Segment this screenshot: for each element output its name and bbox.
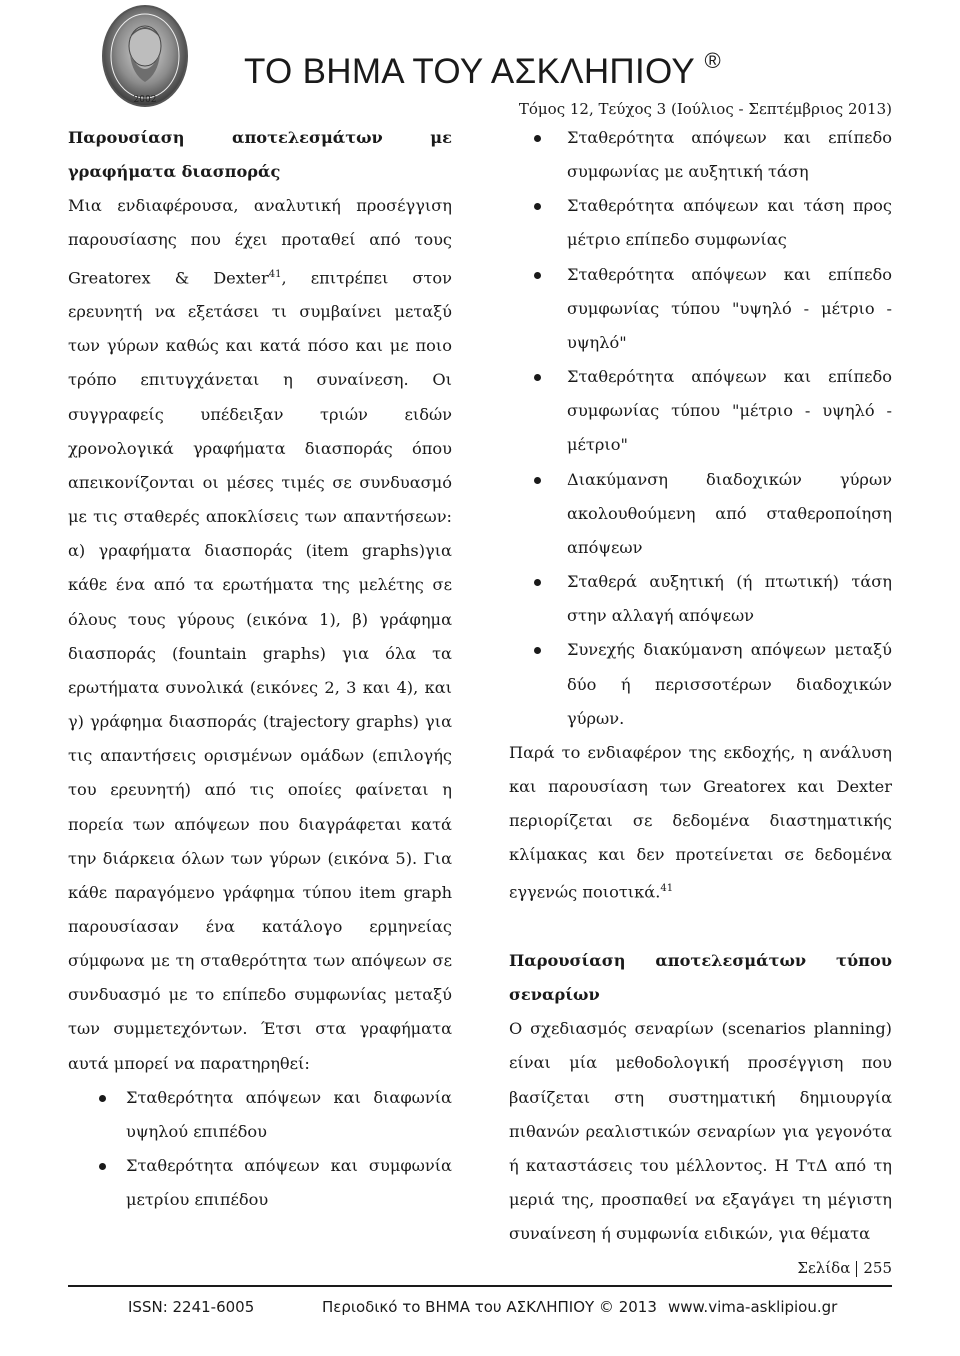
bullet-icon (534, 374, 541, 381)
list-item-text: Σταθερότητα απόψεων και τάση προς μέτριο επίπεδο συμφωνίας (567, 196, 892, 250)
footer-divider (68, 1285, 892, 1287)
paragraph-text: Παρά το ενδιαφέρον της εκδοχής, η ανάλυση και παρουσίαση των Greatorex και Dexter περιορίζεται σε δεδομένα διαστηματικής κλίμακας και δεν προτείνεται σε δεδομένα εγγενώς ποιοτικά. (509, 742, 892, 902)
page-label: Σελίδα (797, 1259, 851, 1277)
list-item-text: Συνεχής διακύμανση απόψεων μεταξύ δύο ή περισσοτέρων διαδοχικών γύρων. (567, 640, 892, 728)
list-item (509, 633, 892, 735)
list-item (68, 1081, 452, 1149)
list-item (509, 121, 892, 189)
journal-title (244, 48, 721, 92)
list-item (68, 1149, 452, 1217)
footer-issn: ISSN: 2241-6005 (128, 1298, 255, 1316)
scenarios-paragraph: Ο σχεδιασμός σεναρίων (scenarios planning) είναι μία μεθοδολογική προσέγγιση που βασίζεται στη συστηματική δημιουργία πιθανών ρεαλιστικών σεναρίων για γεγονότα ή καταστάσεις του μέλλοντος. Η ΤτΔ από τη μεριά της, προσπαθεί να εξαγάγει τη μέγιστη συναίνεση ή συμφωνία ειδικών, για θέματα (509, 1019, 892, 1244)
right-bullet-list (509, 121, 892, 736)
greatorex-dexter-paragraph (509, 736, 892, 910)
list-item-text: Σταθερότητα απόψεων και συμφωνία μετρίου επιπέδου (126, 1156, 452, 1210)
bullet-icon (534, 272, 541, 279)
section-heading-scatter-graphs: Παρουσίαση αποτελεσμάτων με γραφήματα διασποράς (68, 128, 452, 182)
paragraph-text-part2: , επιτρέπει στον ερευνητή να εξετάσει τι συμβαίνει μεταξύ των γύρων καθώς και κατά πόσο και με ποιο τρόπο επιτυγχάνεται η συναίνεση. Οι συγγραφείς υπέδειξαν τριών ειδών χρονολογικά γραφήματα διασποράς όπου απεικονίζονται οι μέσες τιμές σε συνδυασμό με τις σταθερές αποκλίσεις των απαντήσεων: α) γραφήματα διασποράς (item graphs)για κάθε ένα από τα ερωτήματα της μελέτης σε όλους τους γύρους (εικόνα 1), β) γράφημα διασποράς (fountain graphs) για όλα τα ερωτήματα συνολικά (εικόνες 2, 3 και 4), και γ) γράφημα διασποράς (trajectory graphs) για τις απαντήσεις ορισμένων ομάδων (επιλογής του ερευνητή) από τις οποίες φαίνεται η πορεία των απόψεων που διαγράφεται κατά την διάρκεια όλων των γύρων (εικόνα 5). Για κάθε παραγόμενο γράφημα τύπου item graph παρουσίασαν ένα κατάλογο ερμηνείας σύμφωνα με τη σταθερότητα των απόψεων σε συνδυασμό με το επίπεδο συμφωνίας μεταξύ των συμμετεχόντων. Έτσι στα γραφήματα αυτά μπορεί να παρατηρηθεί: (68, 268, 452, 1073)
paragraph-spacer (509, 910, 892, 944)
section-heading-scenarios: Παρουσίαση αποτελεσμάτων τύπου σεναρίων (509, 950, 892, 1005)
issue-info: Τόμος 12, Τεύχος 3 (Ιούλιος - Σεπτέμβριος 2013) (518, 100, 892, 118)
left-column (68, 121, 452, 1217)
page-number (797, 1259, 892, 1277)
list-item-text: Σταθερότητα απόψεων και επίπεδο συμφωνίας με αυξητική τάση (567, 128, 892, 182)
scatter-graphs-paragraph (68, 189, 452, 1080)
bullet-icon (534, 135, 541, 142)
right-column (509, 121, 892, 1251)
list-item-text: Σταθερότητα απόψεων και διαφωνία υψηλού επιπέδου (126, 1087, 452, 1141)
citation-41: 41 (660, 883, 674, 895)
journal-logo (100, 4, 190, 112)
page-number-separator (856, 1261, 857, 1277)
left-bullet-list (68, 1081, 452, 1218)
bullet-icon (99, 1095, 106, 1102)
footer-journal: Περιοδικό το ΒΗΜΑ του ΑΣΚΛΗΠΙΟΥ © 2013 (322, 1298, 657, 1316)
paragraph-text-part1: Μια ενδιαφέρουσα, αναλυτική προσέγγιση παρουσίασης που έχει προταθεί από τους Greatorex & Dexter (68, 196, 452, 288)
journal-title-text: ΤΟ ΒΗΜΑ ΤΟΥ ΑΣΚΛΗΠΙΟΥ (244, 52, 695, 91)
list-item-text: Διακύμανση διαδοχικών γύρων ακολουθούμενη από σταθεροποίηση απόψεων (567, 469, 892, 557)
citation-41: 41 (268, 268, 282, 280)
logo-year: 2002 (133, 95, 157, 105)
bullet-icon (534, 477, 541, 484)
bullet-icon (534, 203, 541, 210)
bullet-icon (534, 579, 541, 586)
list-item-text: Σταθερότητα απόψεων και επίπεδο συμφωνίας τύπου "μέτριο - υψηλό - μέτριο" (567, 367, 892, 455)
footer-website[interactable]: www.vima-asklipiou.gr (668, 1298, 838, 1316)
bullet-icon (99, 1163, 106, 1170)
list-item (509, 463, 892, 565)
registered-mark: ® (704, 48, 721, 73)
list-item-text: Σταθερά αυξητική (ή πτωτική) τάση στην αλλαγή απόψεων (567, 572, 892, 626)
list-item (509, 258, 892, 360)
list-item (509, 565, 892, 633)
bullet-icon (534, 647, 541, 654)
list-item (509, 189, 892, 257)
list-item-text: Σταθερότητα απόψεων και επίπεδο συμφωνίας τύπου "υψηλό - μέτριο - υψηλό" (567, 264, 892, 352)
list-item (509, 360, 892, 462)
page-number-value: 255 (863, 1259, 892, 1277)
